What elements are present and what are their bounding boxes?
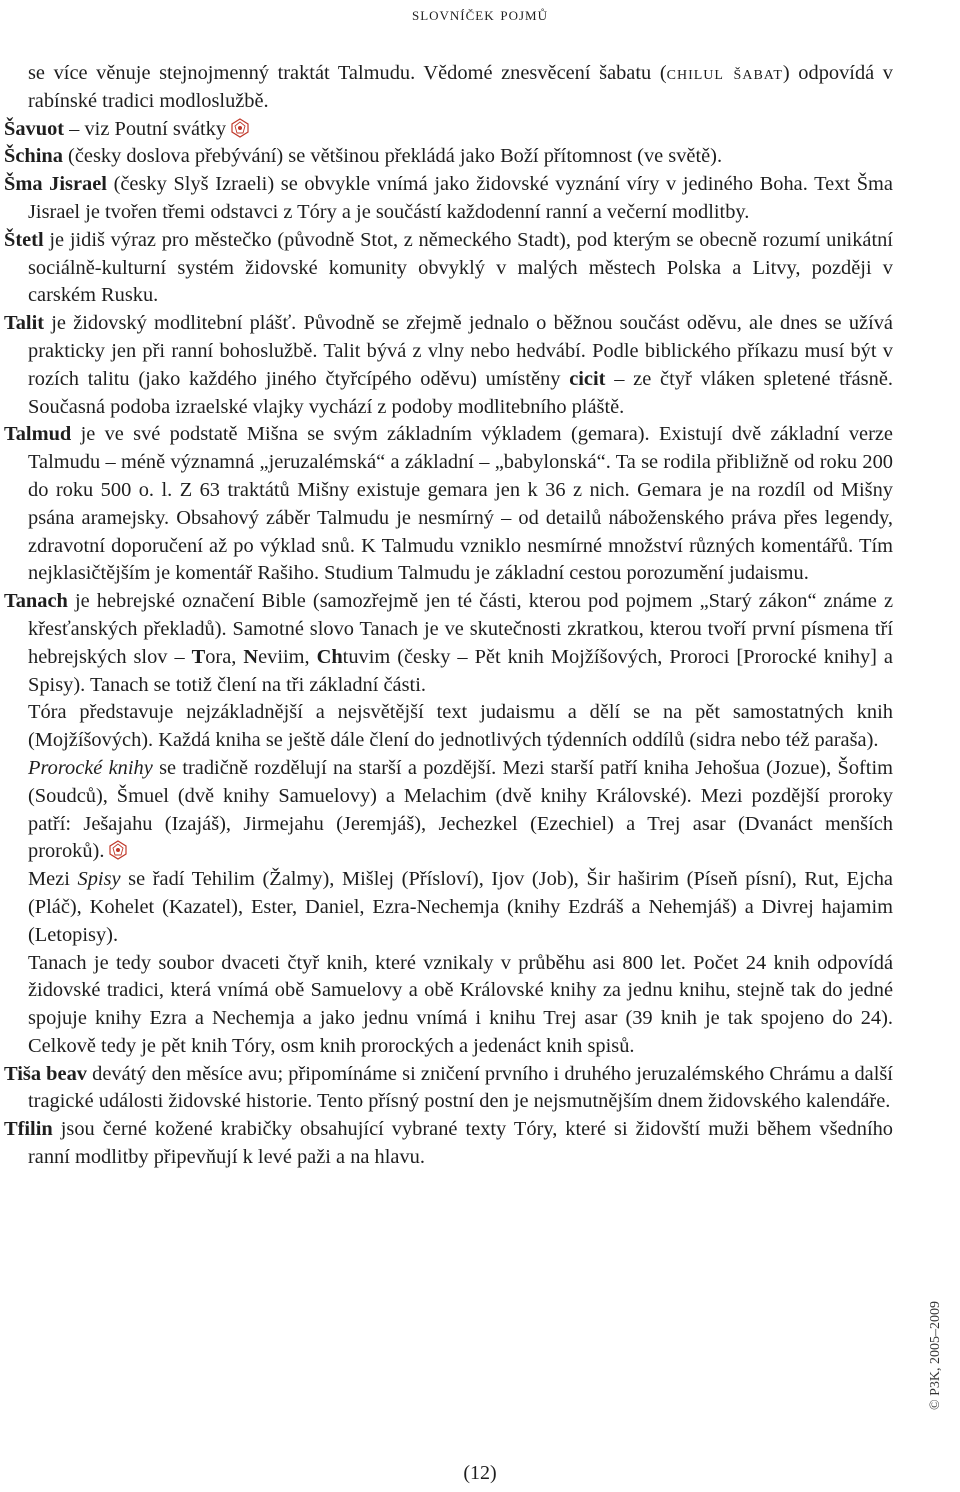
entry-text: jsou černé kožené krabičky obsahující vybrané texty Tóry, které si židovští muži během všedního ranní modlitby připevňují k levé paži a na hlavu. [28,1118,893,1169]
page-number: (12) [463,1462,497,1484]
glossary-body [4,60,893,1172]
entry-tisa-beav [4,1061,893,1117]
entry-text: Mezi [28,868,70,891]
term-cicit: cicit [569,367,606,390]
entry-term: Šma Jisrael [4,173,107,196]
star-octagon-icon[interactable] [108,840,128,860]
entry-text: Tóra představuje nejzákladnější a nejsvětější text judaismu a dělí se na pět samostatných knih (Mojžíšových). Každá kniha se ještě dále člení do jednotlivých týdenních oddílů (sidra nebo též paraša). [28,701,893,752]
entry-term: Talit [4,312,45,335]
entry-text: (česky Slyš Izraeli) se obvykle vnímá jako židovské vyznání víry v jediného Boha. Text Šma Jisrael je tvořen třemi odstavci z Tóry a je součástí každodenní ranní a večerní modlitby. [28,173,893,223]
entry-text: (česky doslova přebývání) se většinou překládá jako Boží přítomnost (ve světě). [68,145,723,168]
entry-text: Tanach je tedy soubor dvaceti čtyř knih, které vznikaly v průběhu asi 800 let. Počet 24 knih odpovídá židovské tradici, která vnímá obě Samuelovy a obě Královské knihy za jednu knihu, stejně tak do jedné spojuje knihy Ezra a Nechemja a jako jednu vnímá i knihu Trej asar (39 knih je tak spojeno do 24). Celkově tedy je pět knih Tóry, osm knih prorockých a jedenáct knih spisů. [28,951,893,1057]
entry-text: se řadí Tehilim (Žalmy), Mišlej (Přísloví), Ijov (Job), Šir haširim (Píseň písní), Rut, Ejcha (Pláč), Kohelet (Kazatel), Ester, Daniel, Ezra-Nechemja (knihy Ezdráš a Nehemjáš) a Divrej hajamim (Letopisy). [28,868,893,946]
tanach-prophets-paragraph [4,755,893,866]
entry-talmud [4,421,893,588]
entry-text: eviim, [258,645,310,668]
entry-term: Talmud [4,423,72,446]
entry-savuot [4,116,893,144]
entry-text: je hebrejské označení Bible (samozřejmě jen té části, kterou pod pojmem „Starý zákon“ známe z křesťanských překladů). Samotné slovo Tanach je ve skutečnosti zkratkou, kterou tvoří první písmena tří hebrejských slov – [28,590,893,668]
entry-text: – viz Poutní svátky [69,117,227,140]
entry-text: je ve své podstatě Mišna se svým základním výkladem (gemara). Existují dvě základní verze Talmudu – méně významná „jeruzalémská“ a základní – „babylonská“. Ta se rodila přibližně od roku 200 do roku 500 o. l. Z 63 traktátů Mišny existuje gemara jen k 36 z nich. Gemara je na rozdíl od Mišny psána aramejsky. Obsahový záběr Talmudu je nesmírný – od detailů náboženského práva přes legendy, zdravotní doporučení až po výklad snů. K Talmudu vzniklo nesmírné množství různých komentářů. Tím nejklasičtějším je komentář Rašiho. Studium Talmudu je základní cestou porozumění judaismu. [28,423,893,585]
italic-term: Prorocké knihy [28,756,153,779]
entry-text: – ze čtyř vláken spletené třásně. Současná podoba izraelské vlajky vychází z podoby modlitebního pláště. [28,367,893,418]
entry-talit [4,310,893,421]
entry-term: Tfilin [4,1118,53,1141]
entry-text: ) odpovídá v rabínské tradici modloslužbě. [28,62,893,112]
copyright-notice: © P3K, 2005–2009 [928,1300,943,1410]
entry-sma-jisrael [4,171,893,227]
entry-continuation [4,60,893,116]
tanach-tora-paragraph [4,699,893,755]
entry-term: Šchina [4,145,63,168]
entry-term: Tiša beav [4,1062,87,1085]
term-small-caps: chilul šabat [666,62,783,84]
entry-term: Šavuot [4,117,65,140]
header-title: slovníček pojmů [411,4,549,25]
running-header [0,4,960,26]
tanach-writings-paragraph [4,866,893,949]
entry-term: Štetl [4,228,44,251]
entry-text: je jidiš výraz pro městečko (původně Stot, z německého Stadt), pod kterým se obecně rozumí unikátní sociálně-kulturní systém židovské komunity obvyklý v malých městech Polska a Litvy, později v carském Rusku. [28,228,893,307]
star-octagon-icon[interactable] [230,118,250,138]
entry-text: ora, [205,645,237,668]
entry-tfilin [4,1116,893,1172]
acronym-letter: N [243,645,259,668]
entry-schina [4,143,893,171]
acronym-letter: T [191,645,206,668]
italic-term: Spisy [77,868,121,891]
tanach-summary-paragraph [4,950,893,1061]
entry-tanach [4,588,893,699]
acronym-letter: Ch [316,645,343,668]
entry-text: devátý den měsíce avu; připomínáme si zničení prvního i druhého jeruzalémského Chrámu a další tragické události židovské historie. Tento přísný postní den je nejsmutnějším dnem židovského kalendáře. [28,1062,893,1113]
entry-text: tuvim (česky – Pět knih Mojžíšových, Proroci [Prorocké knihy] a Spisy). Tanach se totiž člení na tři základní části. [28,645,893,696]
entry-text: se více věnuje stejnojmenný traktát Talmudu. Vědomé znesvěcení šabatu ( [28,62,667,84]
entry-text: se tradičně rozdělují na starší a pozdější. Mezi starší patří kniha Jehošua (Jozue), Šoftim (Soudců), Šmuel (dvě knihy Samuelovy) a Melachim (dvě knihy Královské). Mezi pozdější proroky patří: Ješajahu (Izajáš), Jirmejahu (Jeremjáš), Jechezkel (Ezechiel) a Trej asar (Dvanáct menších proroků). [28,756,893,863]
entry-stetl [4,227,893,310]
entry-term: Tanach [4,590,68,613]
entry-text: je židovský modlitební plášť. Původně se zřejmě jednalo o běžnou součást oděvu, ale dnes se užívá prakticky jen při ranní bohoslužbě. Talit bývá z vlny nebo hedvábí. Podle biblického příkazu musí být v rozích talitu (jako každého jiného čtyřcípého oděvu) umístěny [28,312,893,390]
